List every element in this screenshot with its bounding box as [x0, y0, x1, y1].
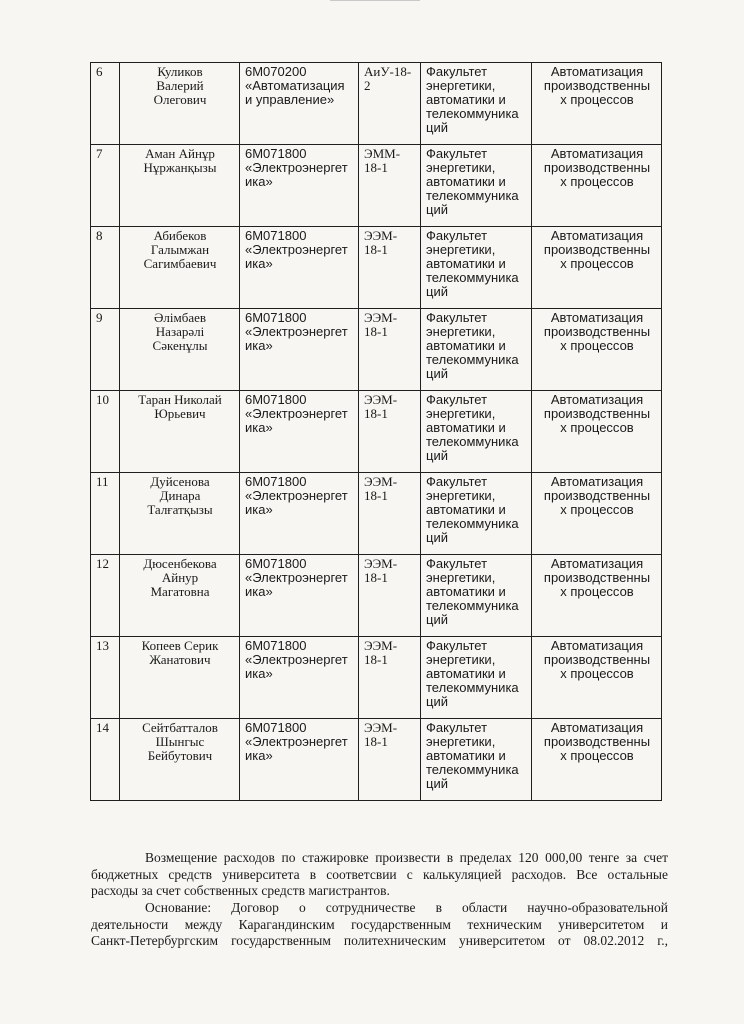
student-name-line: Сагимбаевич [143, 256, 217, 271]
faculty-line: энергетики, [426, 734, 496, 749]
group-code-line: 18-1 [364, 734, 388, 749]
specialty-cell [240, 473, 359, 555]
student-name-line: Әлімбаев [153, 310, 206, 325]
student-name-line: Таран Николай [138, 392, 222, 407]
student-name-line: Талғатқызы [147, 502, 213, 517]
student-name-line: Сейтбатталов [142, 720, 218, 735]
specialty-cell [240, 719, 359, 801]
students-table [90, 62, 662, 801]
faculty-cell [421, 227, 532, 309]
faculty-line: Факультет [426, 228, 488, 243]
faculty-line: телекоммуника [426, 270, 519, 285]
specialty-line: «Автоматизация [245, 78, 345, 93]
student-name-cell [120, 227, 240, 309]
department-cell [532, 227, 662, 309]
faculty-cell [421, 391, 532, 473]
faculty-line: ций [426, 284, 448, 299]
department-line: Автоматизация [550, 310, 644, 325]
group-code-line: 18-1 [364, 160, 388, 175]
faculty-line: автоматики и [426, 666, 506, 681]
department-cell [532, 391, 662, 473]
faculty-line: энергетики, [426, 242, 496, 257]
table-row [91, 227, 662, 309]
department-line: производственны [543, 324, 651, 339]
table-row [91, 473, 662, 555]
faculty-cell [421, 309, 532, 391]
specialty-line: и управление» [245, 92, 335, 107]
student-name-line: Назарәлі [155, 324, 205, 339]
group-code-line: ЭЭМ- [364, 392, 398, 407]
student-name-cell [120, 309, 240, 391]
table-row [91, 63, 662, 145]
specialty-line: 6М071800 [245, 720, 307, 735]
faculty-cell [421, 473, 532, 555]
group-code-line: 18-1 [364, 242, 388, 257]
faculty-line: телекоммуника [426, 106, 519, 121]
specialty-cell [240, 63, 359, 145]
student-name-line: Нұржанқызы [143, 160, 217, 175]
faculty-cell [421, 719, 532, 801]
department-cell [532, 637, 662, 719]
department-line: Автоматизация [550, 392, 644, 407]
faculty-line: энергетики, [426, 324, 496, 339]
specialty-line: «Электроэнергет [245, 324, 348, 339]
student-name-cell [120, 637, 240, 719]
specialty-line: «Электроэнергет [245, 242, 348, 257]
row-number-cell: 12 [91, 555, 120, 637]
group-code-line: 18-1 [364, 406, 388, 421]
group-code-cell [359, 637, 421, 719]
student-name-line: Айнур [161, 570, 199, 585]
specialty-line: 6М071800 [245, 310, 307, 325]
student-name-line: Магатовна [150, 584, 210, 599]
faculty-line: Факультет [426, 64, 488, 79]
faculty-line: Факультет [426, 556, 488, 571]
faculty-line: энергетики, [426, 570, 496, 585]
group-code-line: ЭЭМ- [364, 310, 398, 325]
department-line: производственны [543, 734, 651, 749]
faculty-line: телекоммуника [426, 762, 519, 777]
student-name-line: Динара [159, 488, 201, 503]
table-row [91, 555, 662, 637]
student-name-line: Абибеков [153, 228, 207, 243]
student-name-cell [120, 555, 240, 637]
department-line: х процессов [560, 502, 634, 517]
row-number-cell: 10 [91, 391, 120, 473]
basis-paragraph [91, 900, 668, 950]
group-code-line: 2 [364, 78, 371, 93]
paragraph-line: Основание: Договор о сотрудничестве в области научно-образовательной [145, 900, 668, 915]
specialty-line: ика» [245, 666, 273, 681]
department-line: производственны [543, 570, 651, 585]
table-row [91, 637, 662, 719]
row-number-cell: 11 [91, 473, 120, 555]
group-code-line: ЭЭМ- [364, 720, 398, 735]
specialty-line: ика» [245, 420, 273, 435]
row-number-cell: 9 [91, 309, 120, 391]
specialty-line: 6М071800 [245, 228, 307, 243]
student-name-cell [120, 145, 240, 227]
faculty-line: энергетики, [426, 488, 496, 503]
department-line: х процессов [560, 584, 634, 599]
department-line: производственны [543, 160, 651, 175]
paragraph-line: Возмещение расходов по стажировке произвести в пределах 120 000,00 тенге за счет [145, 850, 668, 865]
faculty-line: автоматики и [426, 420, 506, 435]
faculty-line: ций [426, 366, 448, 381]
faculty-line: ций [426, 776, 448, 791]
student-name-line: Аман Айнұр [145, 146, 215, 161]
specialty-cell [240, 145, 359, 227]
department-line: х процессов [560, 420, 634, 435]
paragraph-line: бюджетных средств университета в соответсвии с калькуляцией расходов. Все остальные [91, 866, 668, 882]
department-line: х процессов [560, 666, 634, 681]
faculty-line: ций [426, 530, 448, 545]
student-name-cell [120, 473, 240, 555]
student-name-cell [120, 391, 240, 473]
faculty-line: телекоммуника [426, 598, 519, 613]
specialty-line: «Электроэнергет [245, 160, 348, 175]
faculty-line: Факультет [426, 146, 488, 161]
faculty-line: энергетики, [426, 160, 496, 175]
group-code-line: ЭММ- [364, 146, 401, 161]
specialty-line: ика» [245, 584, 273, 599]
department-line: производственны [543, 78, 651, 93]
specialty-cell [240, 555, 359, 637]
specialty-line: «Электроэнергет [245, 488, 348, 503]
faculty-line: энергетики, [426, 406, 496, 421]
department-line: производственны [543, 488, 651, 503]
student-name-line: Юрьевич [154, 406, 206, 421]
student-name-line: Шынгыс [155, 734, 205, 749]
student-name-line: Дюсенбекова [143, 556, 217, 571]
faculty-line: автоматики и [426, 584, 506, 599]
department-line: х процессов [560, 256, 634, 271]
faculty-line: телекоммуника [426, 516, 519, 531]
faculty-line: телекоммуника [426, 188, 519, 203]
specialty-cell [240, 637, 359, 719]
faculty-line: Факультет [426, 474, 488, 489]
student-name-line: Дуйсенова [150, 474, 210, 489]
department-line: Автоматизация [550, 556, 644, 571]
group-code-line: АиУ-18- [364, 64, 412, 79]
group-code-cell [359, 391, 421, 473]
faculty-line: Факультет [426, 392, 488, 407]
specialty-line: ика» [245, 502, 273, 517]
faculty-line: телекоммуника [426, 352, 519, 367]
department-cell [532, 309, 662, 391]
faculty-line: автоматики и [426, 502, 506, 517]
specialty-cell [240, 391, 359, 473]
department-line: Автоматизация [550, 228, 644, 243]
specialty-line: 6М071800 [245, 392, 307, 407]
group-code-line: 18-1 [364, 488, 388, 503]
student-name-line: Галымжан [150, 242, 210, 257]
group-code-cell [359, 309, 421, 391]
faculty-cell [421, 637, 532, 719]
department-line: Автоматизация [550, 638, 644, 653]
faculty-line: автоматики и [426, 92, 506, 107]
student-name-line: Куликов [157, 64, 203, 79]
faculty-line: автоматики и [426, 256, 506, 271]
department-cell [532, 719, 662, 801]
row-number-cell: 7 [91, 145, 120, 227]
specialty-cell [240, 309, 359, 391]
faculty-line: ций [426, 448, 448, 463]
department-cell [532, 473, 662, 555]
student-name-line: Олегович [153, 92, 207, 107]
table-row [91, 145, 662, 227]
faculty-cell [421, 145, 532, 227]
faculty-line: энергетики, [426, 652, 496, 667]
faculty-line: телекоммуника [426, 680, 519, 695]
faculty-line: ций [426, 612, 448, 627]
students-table-body [91, 63, 662, 801]
row-number-cell: 13 [91, 637, 120, 719]
reimbursement-paragraph [91, 850, 668, 900]
student-name-line: Копеев Серик [141, 638, 219, 653]
table-row [91, 309, 662, 391]
row-number-cell: 6 [91, 63, 120, 145]
faculty-line: ций [426, 694, 448, 709]
department-line: х процессов [560, 174, 634, 189]
department-line: Автоматизация [550, 64, 644, 79]
paragraph-line: расходы за счет собственных средств магистрантов. [91, 883, 390, 898]
student-name-line: Бейбутович [147, 748, 213, 763]
student-name-line: Валерий [156, 78, 204, 93]
faculty-line: автоматики и [426, 748, 506, 763]
department-line: х процессов [560, 338, 634, 353]
student-name-cell [120, 63, 240, 145]
department-line: х процессов [560, 748, 634, 763]
group-code-cell [359, 555, 421, 637]
department-cell [532, 145, 662, 227]
specialty-line: 6М070200 [245, 64, 307, 79]
student-name-line: Сәкенұлы [152, 338, 208, 353]
specialty-line: 6М071800 [245, 474, 307, 489]
faculty-cell [421, 555, 532, 637]
faculty-cell [421, 63, 532, 145]
row-number-cell: 8 [91, 227, 120, 309]
group-code-cell [359, 145, 421, 227]
group-code-line: 18-1 [364, 570, 388, 585]
specialty-line: «Электроэнергет [245, 652, 348, 667]
faculty-line: энергетики, [426, 78, 496, 93]
faculty-line: Факультет [426, 638, 488, 653]
specialty-line: ика» [245, 174, 273, 189]
specialty-line: 6М071800 [245, 146, 307, 161]
group-code-line: 18-1 [364, 324, 388, 339]
group-code-cell [359, 227, 421, 309]
group-code-line: ЭЭМ- [364, 228, 398, 243]
faculty-line: автоматики и [426, 174, 506, 189]
specialty-line: 6М071800 [245, 638, 307, 653]
specialty-line: «Электроэнергет [245, 406, 348, 421]
department-cell [532, 555, 662, 637]
group-code-cell [359, 63, 421, 145]
scan-edge-mark [330, 0, 420, 7]
faculty-line: ций [426, 202, 448, 217]
student-name-cell [120, 719, 240, 801]
specialty-line: ика» [245, 748, 273, 763]
group-code-cell [359, 473, 421, 555]
specialty-line: ика» [245, 256, 273, 271]
group-code-line: ЭЭМ- [364, 556, 398, 571]
department-line: Автоматизация [550, 720, 644, 735]
department-line: производственны [543, 242, 651, 257]
specialty-cell [240, 227, 359, 309]
row-number-cell: 14 [91, 719, 120, 801]
faculty-line: Факультет [426, 310, 488, 325]
table-row [91, 719, 662, 801]
faculty-line: телекоммуника [426, 434, 519, 449]
paragraph-line: Санкт-Петербургским государственным политехническим университетом от 08.02.2012 г., [91, 933, 668, 948]
paragraph-line: деятельности между Карагандинским государственным техническим университетом и [91, 916, 668, 932]
department-cell [532, 63, 662, 145]
student-name-line: Жанатович [149, 652, 211, 667]
group-code-line: ЭЭМ- [364, 638, 398, 653]
faculty-line: Факультет [426, 720, 488, 735]
specialty-line: «Электроэнергет [245, 570, 348, 585]
department-line: производственны [543, 406, 651, 421]
group-code-line: 18-1 [364, 652, 388, 667]
department-line: х процессов [560, 92, 634, 107]
specialty-line: 6М071800 [245, 556, 307, 571]
specialty-line: «Электроэнергет [245, 734, 348, 749]
specialty-line: ика» [245, 338, 273, 353]
department-line: Автоматизация [550, 146, 644, 161]
faculty-line: автоматики и [426, 338, 506, 353]
group-code-cell [359, 719, 421, 801]
department-line: производственны [543, 652, 651, 667]
department-line: Автоматизация [550, 474, 644, 489]
table-row [91, 391, 662, 473]
group-code-line: ЭЭМ- [364, 474, 398, 489]
faculty-line: ций [426, 120, 448, 135]
